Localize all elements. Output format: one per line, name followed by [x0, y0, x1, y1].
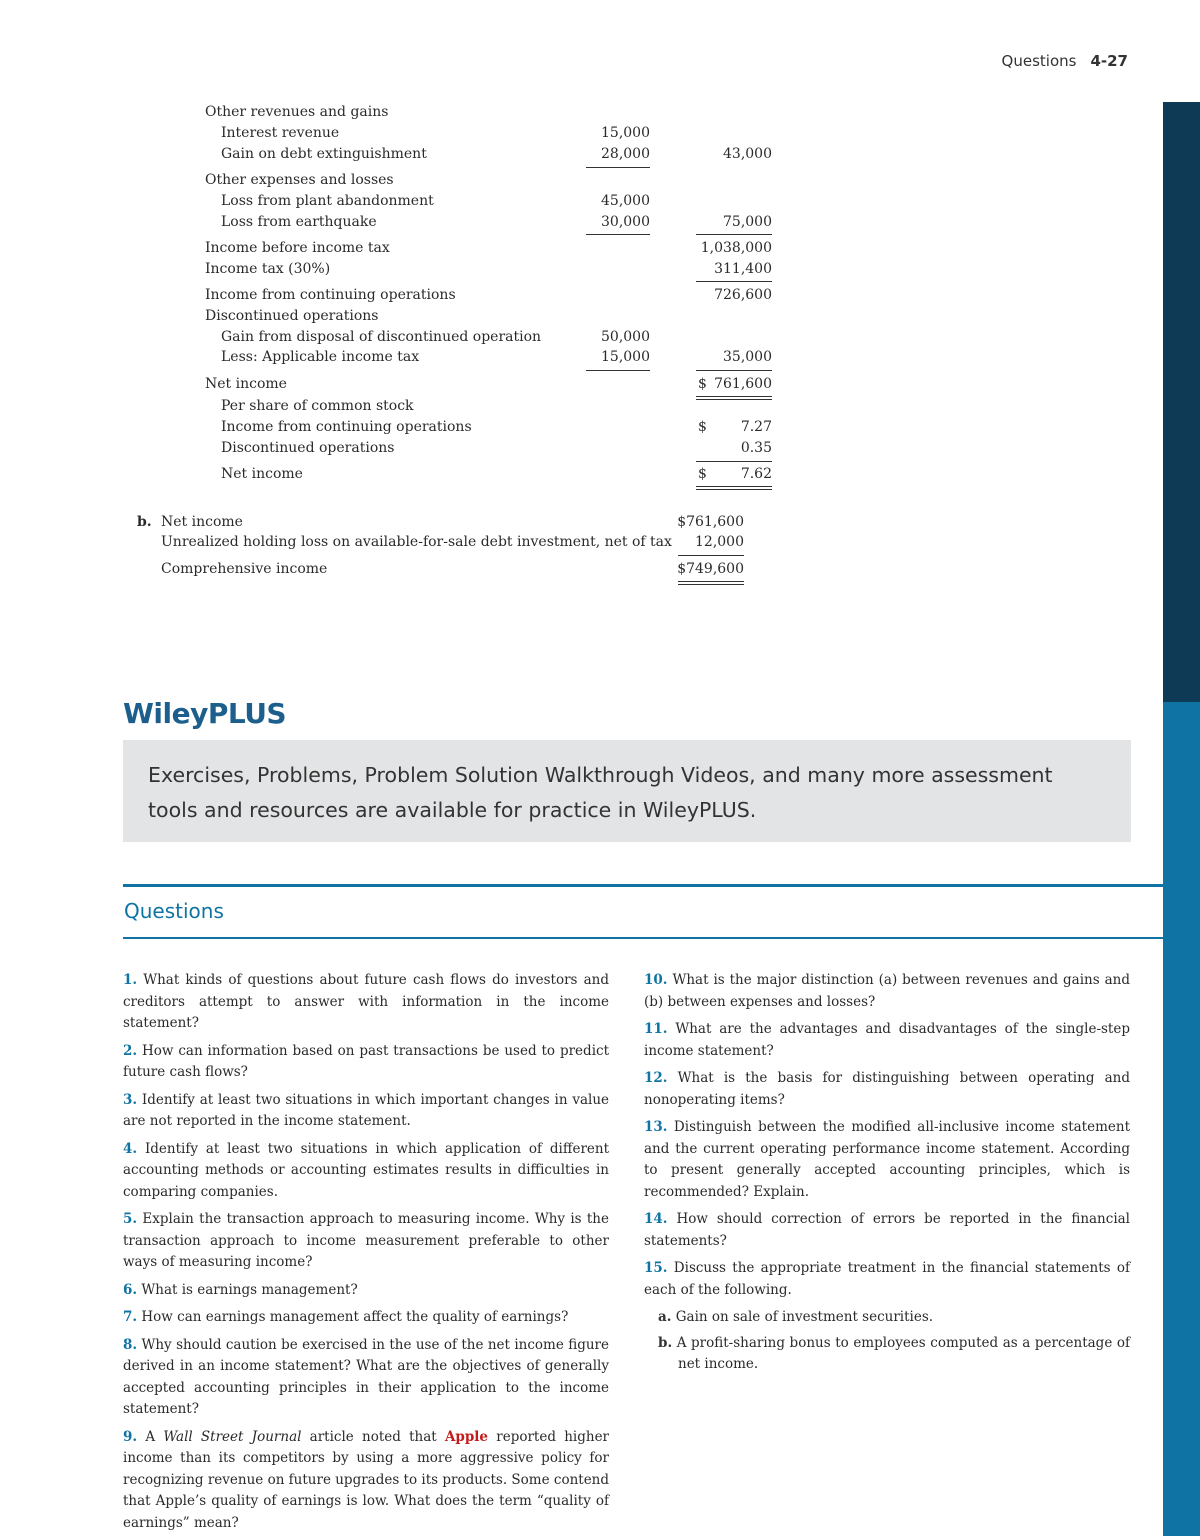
question-text: How can earnings management affect the quality of earnings?: [141, 1309, 569, 1325]
statement-row: [0, 104, 1200, 124]
question-number: 3.: [123, 1091, 138, 1108]
question-text: What is the basis for distinguishing between operating and nonoperating items?: [644, 1070, 1130, 1108]
line-label: Income before income tax: [205, 240, 390, 256]
question-text: What are the advantages and disadvantages of the single-step income statement?: [644, 1021, 1130, 1059]
currency-sign: $: [698, 376, 707, 392]
line-label: Net income: [205, 376, 287, 392]
line-total: 0.35: [740, 440, 772, 456]
question-number: 9.: [123, 1428, 138, 1445]
line-total: 35,000: [723, 349, 772, 365]
underline: [678, 555, 744, 556]
section-heading: Per share of common stock: [221, 398, 414, 414]
currency-sign: $: [698, 419, 707, 435]
question-text: What is the major distinction (a) between revenues and gains and (b) between expenses and losses?: [644, 972, 1130, 1010]
wileyplus-text: [148, 758, 1118, 828]
statement-row: [0, 561, 1200, 581]
question-number: 8.: [123, 1336, 138, 1353]
line-label: Interest revenue: [221, 125, 340, 141]
line-amount: 28,000: [601, 146, 650, 162]
line-total: $761,600: [677, 514, 744, 530]
underline: [696, 461, 772, 462]
callout-line: Exercises, Problems, Problem Solution Walkthrough Videos, and many more assessment: [148, 763, 1053, 787]
callout-line: tools and resources are available for practice in WileyPLUS.: [148, 798, 757, 822]
question-number: 12.: [644, 1070, 668, 1086]
questions-right-column: [644, 970, 1130, 1380]
section-heading: Other revenues and gains: [205, 104, 389, 120]
question-item: [123, 1427, 609, 1535]
question-text: Distinguish between the modified all-inclusive income statement and the current operating performance income statement. According to present generally accepted accounting principles, which is recommended? Explain.: [644, 1119, 1131, 1200]
statement-row: [0, 240, 1200, 260]
question-number: 7.: [123, 1309, 138, 1325]
line-total: 7.27: [740, 419, 772, 435]
questions-title: Questions: [124, 899, 224, 923]
question-item: [644, 1068, 1130, 1111]
question-number: 6.: [123, 1281, 138, 1298]
sub-question-text: A profit-sharing bonus to employees computed as a percentage of net income.: [676, 1334, 1130, 1372]
underline: [696, 281, 772, 282]
line-label: Income from continuing operations: [205, 287, 456, 303]
statement-row: [0, 308, 1200, 328]
question-number: 10.: [644, 972, 668, 988]
question-item: [644, 1019, 1130, 1062]
question-item: [123, 1307, 609, 1329]
statement-row: [0, 419, 1200, 439]
question-text: A: [145, 1428, 156, 1445]
sub-question: [658, 1333, 1130, 1376]
line-label: Gain from disposal of discontinued operation: [221, 329, 542, 345]
line-label: Loss from plant abandonment: [221, 193, 434, 209]
question-text: Identify at least two situations in which application of different accounting methods or accounting estimates results in difficulties in comparing companies.: [123, 1140, 610, 1200]
question-item: [123, 1090, 609, 1133]
line-label: Unrealized holding loss on available-for-sale debt investment, net of tax: [161, 534, 672, 550]
statement-row: [0, 398, 1200, 418]
line-total: 761,600: [714, 376, 772, 392]
question-item: [644, 1209, 1130, 1252]
double-underline: [696, 486, 772, 487]
question-item: [123, 1209, 609, 1274]
question-number: 11.: [644, 1021, 668, 1037]
line-label: Gain on debt extinguishment: [221, 146, 427, 162]
line-amount: 45,000: [601, 193, 650, 209]
question-item: [644, 1258, 1130, 1301]
statement-row: [0, 146, 1200, 166]
statement-row: [0, 329, 1200, 349]
underline: [696, 234, 772, 235]
statement-row: [0, 125, 1200, 145]
question-text: Identify at least two situations in which important changes in value are not reported in the income statement.: [123, 1091, 609, 1129]
underline: [586, 167, 650, 168]
question-item: [123, 1139, 609, 1204]
question-text: Why should caution be exercised in the use of the net income figure derived in an income statement? What are the objectives of generally accepted accounting principles in their application to the income statement?: [123, 1336, 609, 1417]
line-label: Less: Applicable income tax: [221, 349, 420, 365]
statement-row: [0, 534, 1200, 554]
line-amount: 15,000: [601, 125, 650, 141]
question-number: 14.: [644, 1211, 668, 1227]
questions-left-column: [123, 970, 609, 1540]
statement-row: [0, 261, 1200, 281]
question-text: What is earnings management?: [141, 1281, 358, 1298]
sub-question: [658, 1307, 1130, 1329]
line-total: 7.62: [740, 466, 772, 482]
page-number: 4-27: [1090, 52, 1128, 70]
double-underline: [696, 396, 772, 397]
line-amount: 30,000: [601, 214, 650, 230]
statement-row: [0, 349, 1200, 369]
section-name: Questions: [1001, 52, 1077, 70]
question-item: [123, 970, 609, 1035]
sub-question-letter: b.: [658, 1334, 673, 1351]
side-bar-blue: [1163, 702, 1200, 1536]
question-number: 1.: [123, 972, 138, 988]
statement-row: [0, 440, 1200, 460]
section-heading: Discontinued operations: [205, 308, 379, 324]
question-item: [644, 1117, 1130, 1203]
question-number: 13.: [644, 1119, 668, 1135]
question-text: Discuss the appropriate treatment in the financial statements of each of the following.: [644, 1260, 1131, 1298]
line-total: 311,400: [714, 261, 772, 277]
currency-sign: $: [698, 466, 707, 482]
line-label: Income tax (30%): [205, 261, 331, 277]
question-number: 2.: [123, 1042, 138, 1059]
line-label: Discontinued operations: [221, 440, 395, 456]
line-total: 75,000: [723, 214, 772, 230]
line-label: Comprehensive income: [161, 561, 328, 577]
double-underline: [678, 584, 744, 585]
questions-rule-bottom: [123, 937, 1166, 939]
underline: [586, 370, 650, 371]
statement-row: [0, 514, 1200, 534]
double-underline: [696, 489, 772, 490]
line-total: 43,000: [723, 146, 772, 162]
double-underline: [678, 581, 744, 582]
questions-rule-top: [123, 884, 1166, 887]
sub-question-letter: a.: [658, 1309, 672, 1325]
question-item: [123, 1335, 609, 1421]
line-total: 1,038,000: [700, 240, 772, 256]
line-label: Income from continuing operations: [221, 419, 472, 435]
wileyplus-logo: WileyPLUS: [123, 697, 287, 730]
section-heading: Other expenses and losses: [205, 172, 394, 188]
question-text: How should correction of errors be reported in the financial statements?: [644, 1211, 1131, 1249]
question-number: 15.: [644, 1260, 668, 1276]
statement-row: [0, 287, 1200, 307]
journal-name: Wall Street Journal: [163, 1428, 302, 1445]
statement-row: [0, 193, 1200, 213]
line-label: Loss from earthquake: [221, 214, 377, 230]
question-text: What kinds of questions about future cash flows do investors and creditors attempt to answer with information in the income statement?: [123, 972, 609, 1031]
question-text: reported higher income than its competitors by using a more aggressive policy for recognizing revenue on future upgrades to its products. Some contend that Apple’s quality of earnings is low. What does the term “quality of earnings” mean?: [123, 1428, 610, 1531]
statement-row: [0, 214, 1200, 234]
line-total: $749,600: [677, 561, 744, 577]
line-amount: 15,000: [601, 349, 650, 365]
question-text: article noted that: [309, 1428, 437, 1445]
question-item: [644, 970, 1130, 1013]
question-number: 4.: [123, 1140, 138, 1157]
question-item: [123, 1280, 609, 1302]
line-label: Net income: [221, 466, 303, 482]
line-label: Net income: [161, 514, 243, 530]
line-amount: 50,000: [601, 329, 650, 345]
line-total: 726,600: [714, 287, 772, 303]
part-letter: b.: [137, 514, 152, 530]
statement-row: [0, 172, 1200, 192]
statement-row: [0, 376, 1200, 396]
statement-row: [0, 466, 1200, 486]
question-number: 5.: [123, 1211, 138, 1227]
wileyplus-callout: [123, 740, 1131, 842]
underline: [696, 370, 772, 371]
question-item: [123, 1041, 609, 1084]
page-header: [1002, 52, 1128, 70]
underline: [586, 234, 650, 235]
sub-question-text: Gain on sale of investment securities.: [675, 1309, 934, 1325]
company-name: Apple: [444, 1428, 489, 1445]
question-text: Explain the transaction approach to measuring income. Why is the transaction approach to income measurement preferable to other ways of measuring income?: [123, 1211, 609, 1270]
question-text: How can information based on past transactions be used to predict future cash flows?: [123, 1042, 609, 1080]
line-total: 12,000: [695, 534, 744, 550]
